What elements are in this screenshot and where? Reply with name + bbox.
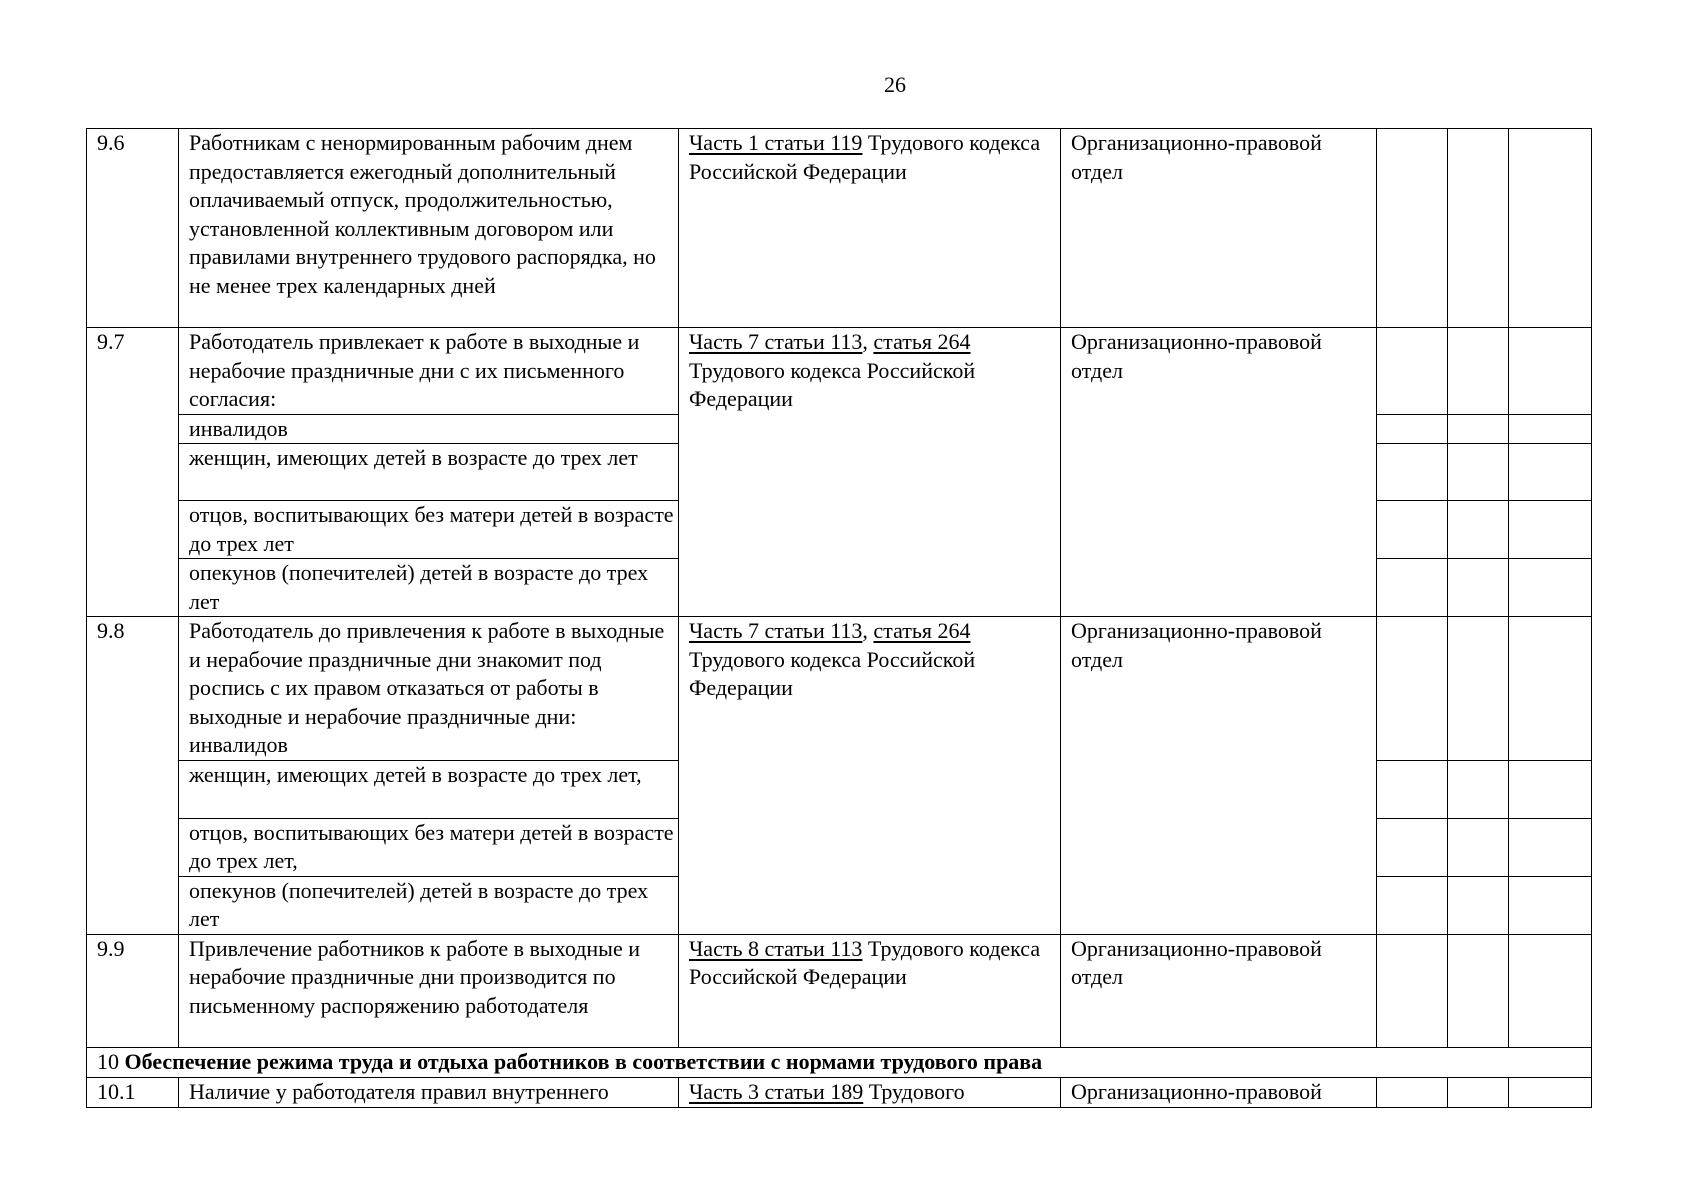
answer-no-cell[interactable] (1448, 818, 1509, 876)
legal-reference-link[interactable]: Часть 3 статьи 189 (689, 1078, 864, 1104)
answer-yes-cell[interactable] (1377, 617, 1448, 761)
sub-item-text: отцов, воспитывающих без матери детей в возрасте до трех лет, (179, 818, 679, 876)
table-row (87, 129, 1592, 328)
answer-na-cell[interactable] (1509, 876, 1592, 934)
requirement-text: Работникам с ненормированным рабочим днем предоставляется ежегодный дополнительный оплачиваемый отпуск, продолжительностью, установленной коллективным договором или правилами внутреннего трудового распорядка, но не менее трех календарных дней (179, 129, 679, 328)
legal-reference-link[interactable]: Часть 1 статьи 119 (689, 130, 863, 155)
answer-no-cell[interactable] (1448, 559, 1509, 617)
answer-na-cell[interactable] (1509, 328, 1592, 415)
answer-no-cell[interactable] (1448, 617, 1509, 761)
responsible-department: Организационно-правовой отдел (1061, 934, 1377, 1047)
answer-na-cell[interactable] (1509, 444, 1592, 501)
answer-yes-cell[interactable] (1377, 129, 1448, 328)
answer-na-cell[interactable] (1509, 559, 1592, 617)
item-number: 9.9 (87, 934, 179, 1047)
sub-item-text: опекунов (попечителей) детей в возрасте до трех лет (179, 559, 679, 617)
requirement-text: Работодатель до привлечения к работе в выходные и нерабочие праздничные дни знакомит под роспись с их правом отказаться от работы в выходные и нерабочие праздничные дни: инвалидов (179, 617, 679, 761)
answer-yes-cell[interactable] (1377, 934, 1448, 1047)
answer-na-cell[interactable] (1509, 818, 1592, 876)
answer-yes-cell[interactable] (1377, 559, 1448, 617)
answer-no-cell[interactable] (1448, 328, 1509, 415)
answer-na-cell[interactable] (1509, 934, 1592, 1047)
legal-reference-link[interactable]: Часть 7 статьи 113 (689, 618, 863, 643)
item-number: 10.1 (87, 1077, 179, 1107)
sub-item-text: опекунов (попечителей) детей в возрасте до трех лет (179, 876, 679, 934)
answer-na-cell[interactable] (1509, 760, 1592, 818)
section-title: Обеспечение режима труда и отдыха работников в соответствии с нормами трудового права (124, 1048, 1043, 1074)
requirement-text: Привлечение работников к работе в выходные и нерабочие праздничные дни производится по письменному распоряжению работодателя (179, 934, 679, 1047)
responsible-department: Организационно-правовой отдел (1061, 129, 1377, 328)
checklist-table (86, 128, 1592, 1108)
sub-item-text: инвалидов (179, 414, 679, 444)
answer-na-cell[interactable] (1509, 129, 1592, 328)
section-heading (87, 1047, 1592, 1077)
answer-na-cell[interactable] (1509, 617, 1592, 761)
table-row (87, 328, 1592, 415)
answer-yes-cell[interactable] (1377, 876, 1448, 934)
legal-reference: Часть 8 статьи 113 Трудового кодекса Российской Федерации (679, 934, 1061, 1047)
legal-reference: Часть 3 статьи 189 Трудового (679, 1077, 1061, 1107)
page-number: 26 (884, 72, 906, 97)
answer-yes-cell[interactable] (1377, 444, 1448, 501)
item-number: 9.7 (87, 328, 179, 617)
answer-no-cell[interactable] (1448, 1077, 1509, 1107)
responsible-department: Организационно-правовой отдел (1061, 328, 1377, 617)
answer-yes-cell[interactable] (1377, 1077, 1448, 1107)
answer-na-cell[interactable] (1509, 501, 1592, 559)
answer-no-cell[interactable] (1448, 501, 1509, 559)
legal-reference: Часть 7 статьи 113, статья 264 Трудового кодекса Российской Федерации (679, 617, 1061, 935)
answer-na-cell[interactable] (1509, 1077, 1592, 1107)
answer-na-cell[interactable] (1509, 414, 1592, 444)
item-number: 9.8 (87, 617, 179, 935)
legal-reference: Часть 7 статьи 113, статья 264 Трудового кодекса Российской Федерации (679, 328, 1061, 617)
sub-item-text: отцов, воспитывающих без матери детей в возрасте до трех лет (179, 501, 679, 559)
table-row (87, 1077, 1592, 1107)
requirement-text: Наличие у работодателя правил внутреннего (179, 1077, 679, 1107)
requirement-text: Работодатель привлекает к работе в выходные и нерабочие праздничные дни с их письменного согласия: (179, 328, 679, 415)
answer-yes-cell[interactable] (1377, 760, 1448, 818)
item-number: 9.6 (87, 129, 179, 328)
sub-item-text: женщин, имеющих детей в возрасте до трех лет, (179, 760, 679, 818)
answer-no-cell[interactable] (1448, 414, 1509, 444)
legal-reference-link[interactable]: Часть 7 статьи 113 (689, 329, 863, 354)
table-row (87, 617, 1592, 761)
answer-no-cell[interactable] (1448, 934, 1509, 1047)
responsible-department: Организационно-правовой (1061, 1077, 1377, 1107)
answer-yes-cell[interactable] (1377, 328, 1448, 415)
answer-no-cell[interactable] (1448, 876, 1509, 934)
section-number: 10 (97, 1048, 119, 1074)
answer-no-cell[interactable] (1448, 129, 1509, 328)
sub-item-text: женщин, имеющих детей в возрасте до трех лет (179, 444, 679, 501)
answer-yes-cell[interactable] (1377, 414, 1448, 444)
legal-reference-link[interactable]: Часть 8 статьи 113 (689, 935, 863, 961)
answer-yes-cell[interactable] (1377, 818, 1448, 876)
legal-reference-link[interactable]: статья 264 (873, 329, 971, 354)
answer-yes-cell[interactable] (1377, 501, 1448, 559)
section-header-row (87, 1047, 1592, 1077)
legal-reference-link[interactable]: статья 264 (873, 618, 971, 643)
answer-no-cell[interactable] (1448, 760, 1509, 818)
table-row (87, 934, 1592, 1047)
responsible-department: Организационно-правовой отдел (1061, 617, 1377, 935)
answer-no-cell[interactable] (1448, 444, 1509, 501)
legal-reference: Часть 1 статьи 119 Трудового кодекса Российской Федерации (679, 129, 1061, 328)
